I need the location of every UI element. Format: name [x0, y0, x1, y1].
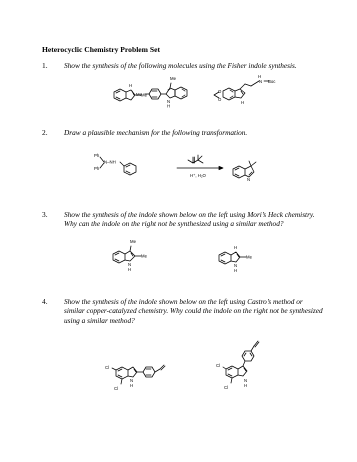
q2-ph1-label: Ph	[94, 153, 100, 158]
question-4-text: Show the synthesis of the indole shown below on the left using Castro’s method or similar copper-catalyzed chemistry. Why could the indole on the right not be synthesized using a similar method?	[64, 297, 323, 325]
q4-indole-left	[105, 365, 165, 391]
q3r-me2-label: Me	[246, 254, 252, 260]
q2-reagent-ketone	[188, 155, 203, 163]
q1c-boc-label: Boc	[268, 79, 276, 84]
q1c-n-label: N	[259, 79, 263, 84]
q3l-me2-label: Me	[141, 253, 147, 259]
question-3-number: 3.	[42, 210, 48, 219]
q4l-cl1-label: Cl	[105, 365, 110, 370]
question-1-text: Show the synthesis of the following molecules using the Fisher indole synthesis.	[64, 61, 297, 70]
q4r-n-label: N	[244, 378, 248, 383]
q2-reactant-hydrazone	[94, 153, 136, 175]
q3-indole-left	[113, 239, 148, 272]
q4l-h-label: H	[130, 383, 134, 388]
q1-indole-methylenedioxy-tryptamine	[214, 74, 276, 105]
q3l-me3-label: Me	[130, 239, 136, 244]
page-title: Heterocyclic Chemistry Problem Set	[42, 45, 161, 54]
q1b-n-label: N	[167, 99, 171, 104]
q4l-n-label: N	[130, 378, 134, 383]
q1c-nh-label: H	[258, 74, 262, 79]
q4r-h-label: H	[244, 383, 248, 388]
q3l-n-label: N	[128, 262, 132, 267]
q1a-me-label: Me	[141, 92, 147, 98]
q1c-indole-nh-label: H	[241, 100, 245, 105]
q1c-o1-label: O	[218, 89, 222, 94]
q2-conditions-label: H⁺, H₂O	[190, 173, 206, 178]
question-1-number: 1.	[42, 61, 48, 70]
q1b-h-label: H	[167, 103, 171, 109]
q3r-h3-label: H	[234, 245, 238, 250]
q2-hydrazone-label: N–NH	[104, 159, 116, 165]
question-2-text: Draw a plausible mechanism for the following transformation.	[64, 128, 248, 137]
question-2-number: 2.	[42, 128, 48, 137]
q2-product-n-label: N	[247, 177, 251, 182]
q1c-o2-label: O	[218, 97, 222, 102]
question-4-number: 4.	[42, 297, 48, 306]
q1b-me-para-label: Me	[136, 92, 142, 97]
q3r-h-label: H	[234, 268, 238, 273]
q2-product-indolenine	[233, 161, 256, 182]
q4l-cl2-label: Cl	[114, 386, 119, 391]
q3r-n-label: N	[234, 263, 238, 268]
q1b-me3-label: Me	[170, 76, 176, 81]
q4-indole-right	[216, 341, 259, 390]
q4r-cl2-label: Cl	[224, 385, 229, 390]
question-3-text: Show the synthesis of the indole shown below on the left using Mori’s Heck chemistry. Why can the indole on the right not be synthesized using a similar method?	[64, 210, 315, 229]
q2-ph2-label: Ph	[94, 166, 100, 171]
q1a-nh-label: H	[129, 83, 133, 88]
q3l-h-label: H	[128, 267, 132, 272]
q2-reaction-arrow	[177, 166, 223, 178]
q3-indole-right	[219, 245, 253, 273]
q1-indole-2-methyl	[114, 83, 148, 101]
q4r-cl1-label: Cl	[216, 363, 221, 368]
